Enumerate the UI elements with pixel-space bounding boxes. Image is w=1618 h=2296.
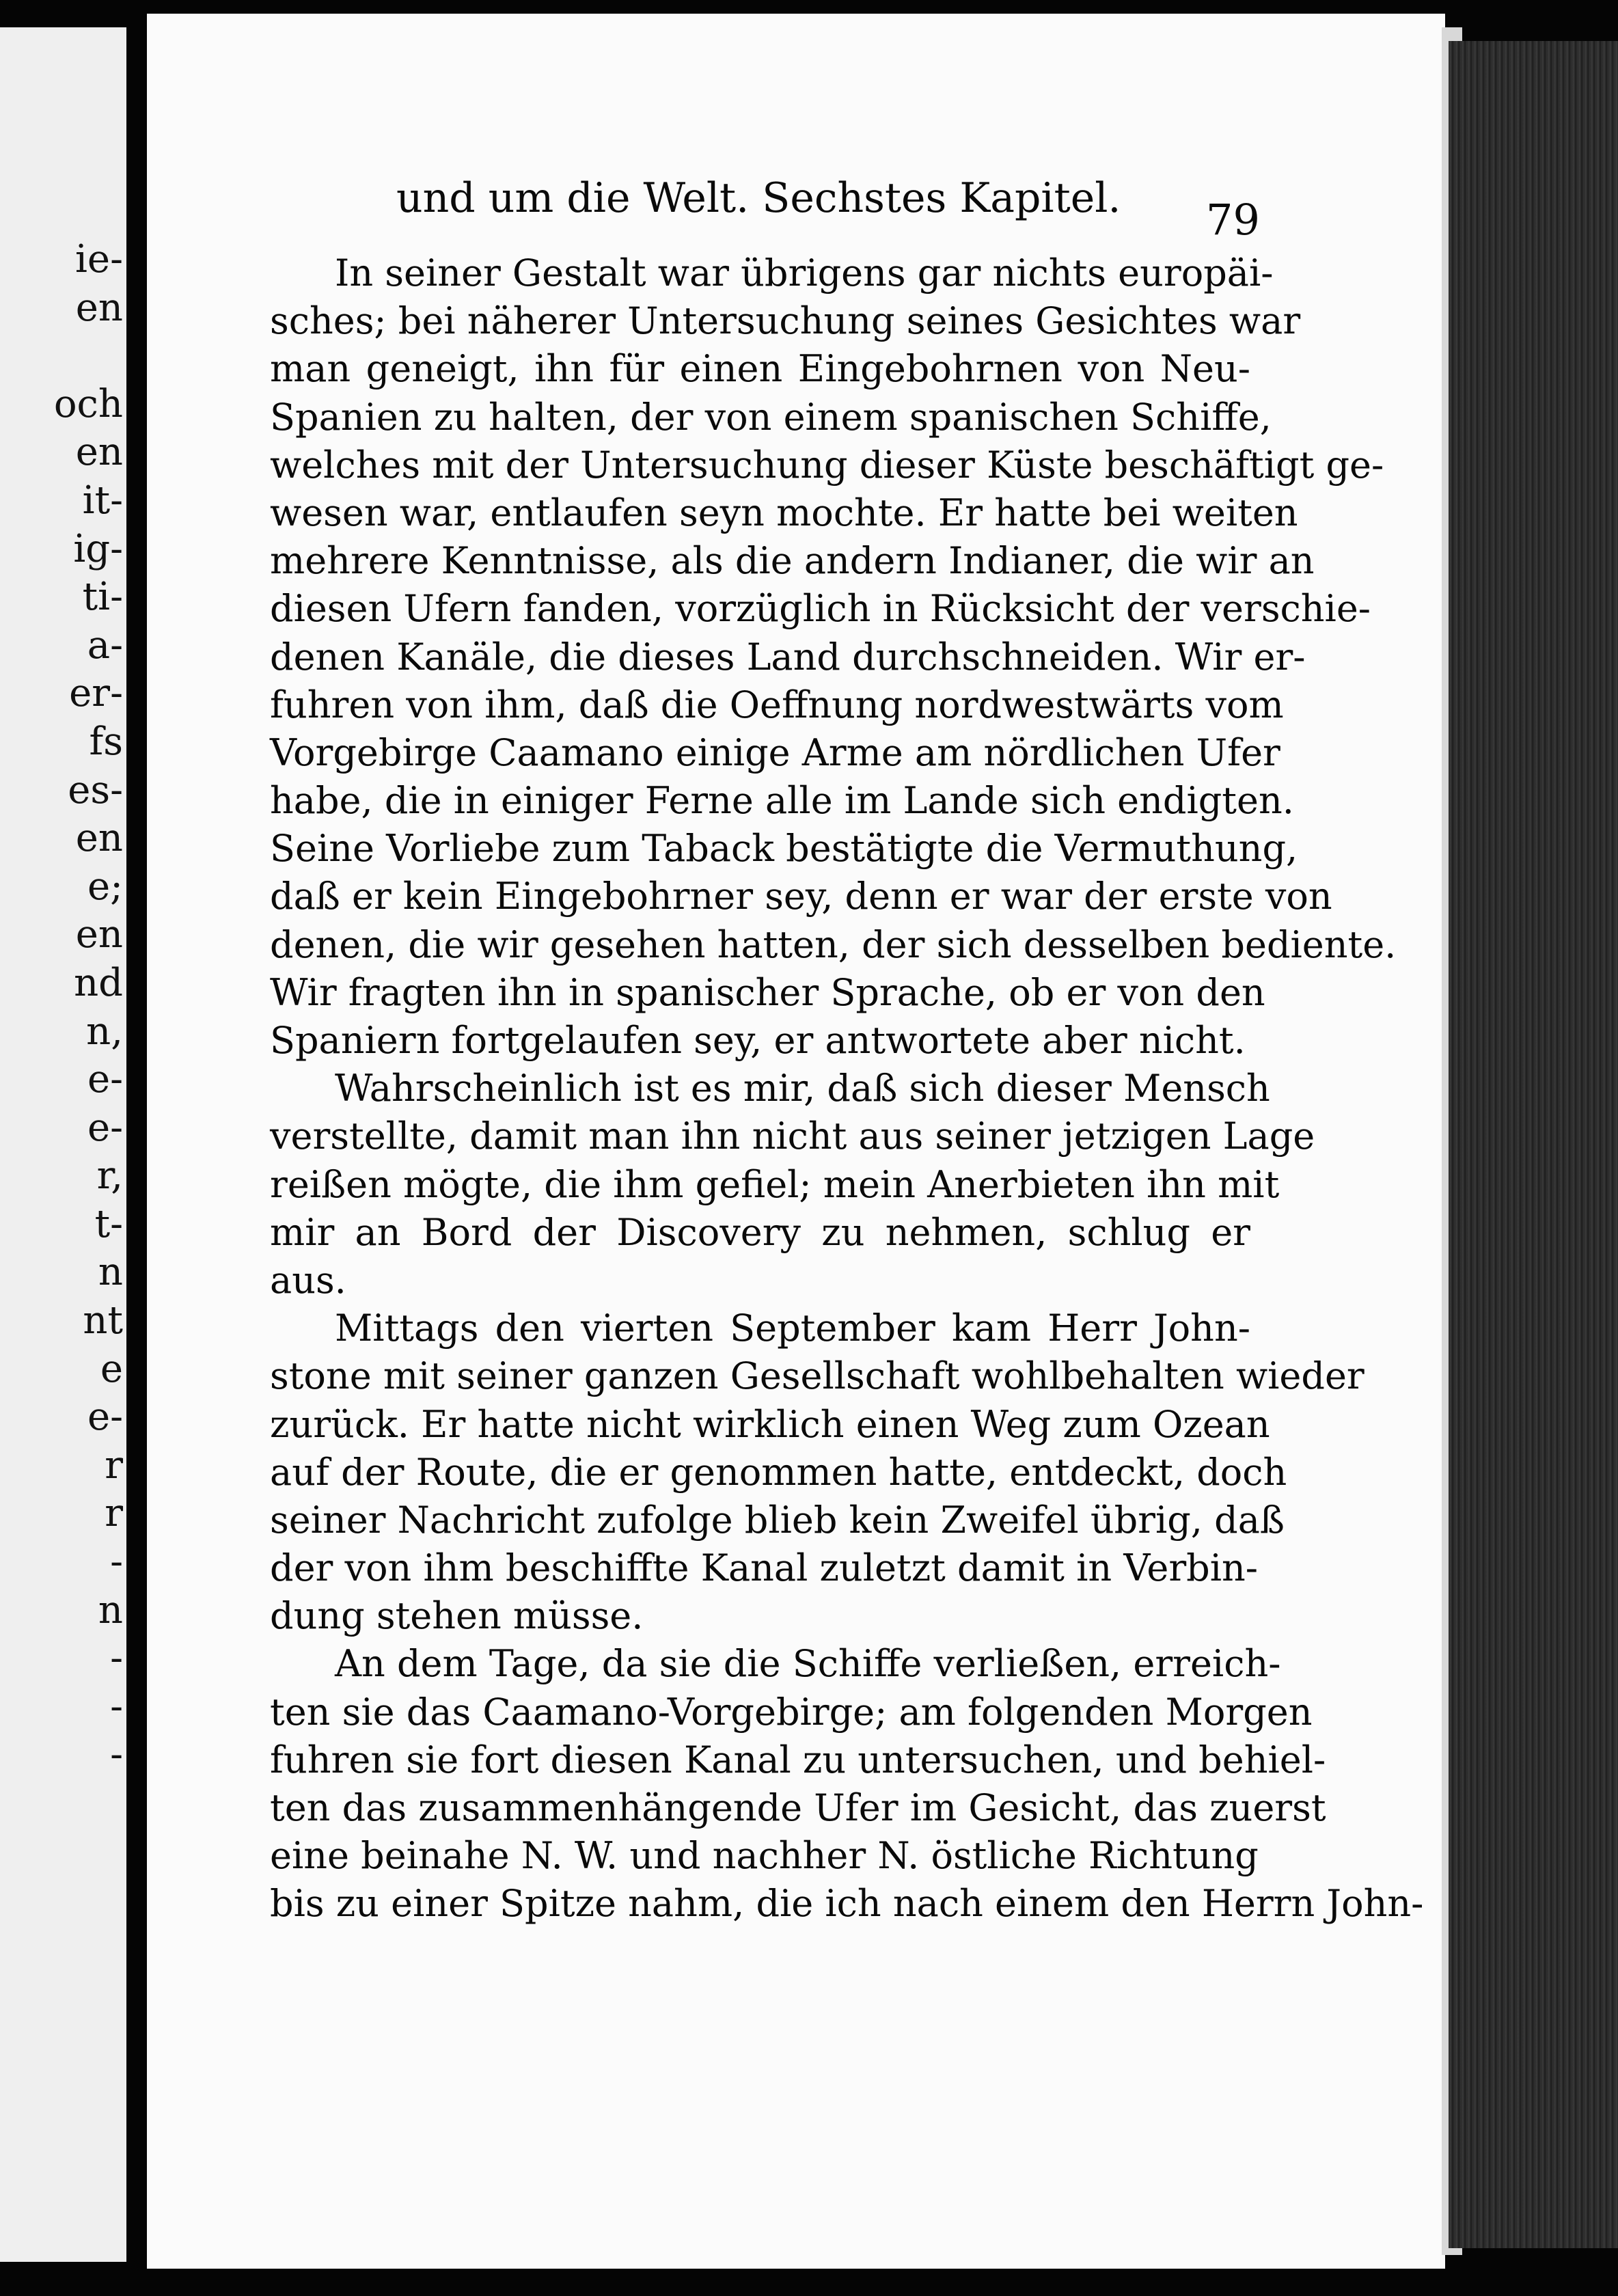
text-line: Wahrscheinlich ist es mir, daß sich dieser Mensch [335,1067,1270,1110]
facing-page-line-end: r [105,1443,123,1488]
text-line: auf der Route, die er genommen hatte, entdeckt, doch [270,1450,1287,1494]
text-line: fuhren von ihm, daß die Oeffnung nordwestwärts vom [270,683,1284,726]
facing-page-line-end: - [110,1684,123,1729]
text-line: sches; bei näherer Untersuchung seines Gesichtes war [270,299,1301,343]
facing-page-line-end: ie- [75,237,123,282]
facing-page-line-end: nt [83,1298,123,1343]
facing-page-line-end: - [110,1732,123,1777]
facing-page-line-end: en [75,430,123,475]
facing-page-line-end: ti- [82,575,123,620]
facing-page-line-end: r, [96,1153,123,1199]
facing-page-line-end: n, [86,1009,123,1054]
facing-page-line-end: n [98,1587,123,1632]
facing-page-line-end: - [110,1636,123,1681]
text-line: denen, die wir gesehen hatten, der sich desselben bediente. [270,922,1397,966]
text-line: man geneigt, ihn für einen Eingebohrnen von Neu- [270,347,1250,391]
text-line: seiner Nachricht zufolge blieb kein Zweifel übrig, daß [270,1498,1285,1542]
text-line: In seiner Gestalt war übrigens gar nichts europäi- [335,251,1274,295]
text-line: Vorgebirge Caamano einige Arme am nördlichen Ufer [270,730,1280,774]
facing-page-line-end: a- [87,623,123,668]
facing-page-line-end: t- [94,1201,123,1246]
text-line: daß er kein Eingebohrner sey, denn er war der erste von [270,875,1332,918]
facing-page-line-end: en [75,912,123,957]
text-line: welches mit der Untersuchung dieser Küste beschäftigt ge- [270,443,1384,487]
facing-page-line-end: n [98,1250,123,1295]
facing-page-line-end: - [110,1540,123,1585]
facing-page-line-end: e- [87,1395,123,1440]
facing-page-line-end: r [105,1491,123,1536]
facing-page-line-ends [3,236,123,1779]
text-line: habe, die in einiger Ferne alle im Lande sich endigten. [270,779,1294,823]
text-line: An dem Tage, da sie die Schiffe verließen, erreich- [335,1642,1281,1686]
text-line: fuhren sie fort diesen Kanal zu untersuchen, und behiel- [270,1738,1326,1781]
text-line: Wir fragten ihn in spanischer Sprache, ob er von den [270,970,1265,1014]
book-block-edge [1449,41,1618,2248]
text-line: verstellte, damit man ihn nicht aus seiner jetzigen Lage [270,1115,1315,1158]
body-text [270,249,1424,1928]
facing-page-line-end: en [75,285,123,330]
facing-page-line-end: e- [87,1105,123,1150]
facing-page-line-end: och [53,381,123,426]
text-line: Seine Vorliebe zum Taback bestätigte die Vermuthung, [270,827,1298,871]
facing-page-line-end [3,332,123,381]
text-line: Spanien zu halten, der von einem spanischen Schiffe, [270,395,1272,439]
text-line: reißen mögte, die ihm gefiel; mein Anerbieten ihn mit [270,1162,1280,1206]
facing-page-line-end: en [75,816,123,861]
text-line: ten sie das Caamano-Vorgebirge; am folgenden Morgen [270,1690,1313,1734]
facing-page-line-end: es- [68,767,123,812]
facing-page-line-end: nd [74,960,123,1005]
running-head: und um die Welt. Sechstes Kapitel. [396,174,1121,222]
text-line: ten das zusammenhängende Ufer im Gesicht, das zuerst [270,1786,1326,1829]
facing-page-line-end: e [100,1346,123,1391]
page-number: 79 [1206,195,1260,245]
text-line: diesen Ufern fanden, vorzüglich in Rücksicht der verschie- [270,587,1371,631]
facing-page-line-end: fs [89,719,123,764]
text-line: eine beinahe N. W. und nachher N. östliche Richtung [270,1834,1259,1878]
text-line: Mittags den vierten September kam Herr John- [335,1307,1250,1350]
text-line: zurück. Er hatte nicht wirklich einen Weg zum Ozean [270,1402,1270,1446]
facing-page-fragment [0,27,126,2262]
text-line: wesen war, entlaufen seyn mochte. Er hatte bei weiten [270,491,1298,534]
text-line: denen Kanäle, die dieses Land durchschneiden. Wir er- [270,635,1306,679]
text-line: stone mit seiner ganzen Gesellschaft wohlbehalten wieder [270,1354,1365,1398]
facing-page-line-end: e- [87,1057,123,1102]
facing-page-line-end: er- [69,671,123,716]
text-line: Spaniern fortgelaufen sey, er antwortete aber nicht. [270,1019,1246,1062]
text-line: der von ihm beschiffte Kanal zuletzt damit in Verbin- [270,1546,1259,1590]
text-line: mehrere Kenntnisse, als die andern Indianer, die wir an [270,539,1315,583]
text-line: mir an Bord der Discovery zu nehmen, schlug er [270,1210,1250,1254]
text-line: aus. [270,1258,346,1302]
text-line: dung stehen müsse. [270,1594,644,1638]
facing-page-line-end: ig- [73,526,123,571]
facing-page-line-end: it- [82,478,123,523]
facing-page-line-end: e; [87,864,123,909]
text-line: bis zu einer Spitze nahm, die ich nach einem den Herrn John- [270,1882,1424,1926]
